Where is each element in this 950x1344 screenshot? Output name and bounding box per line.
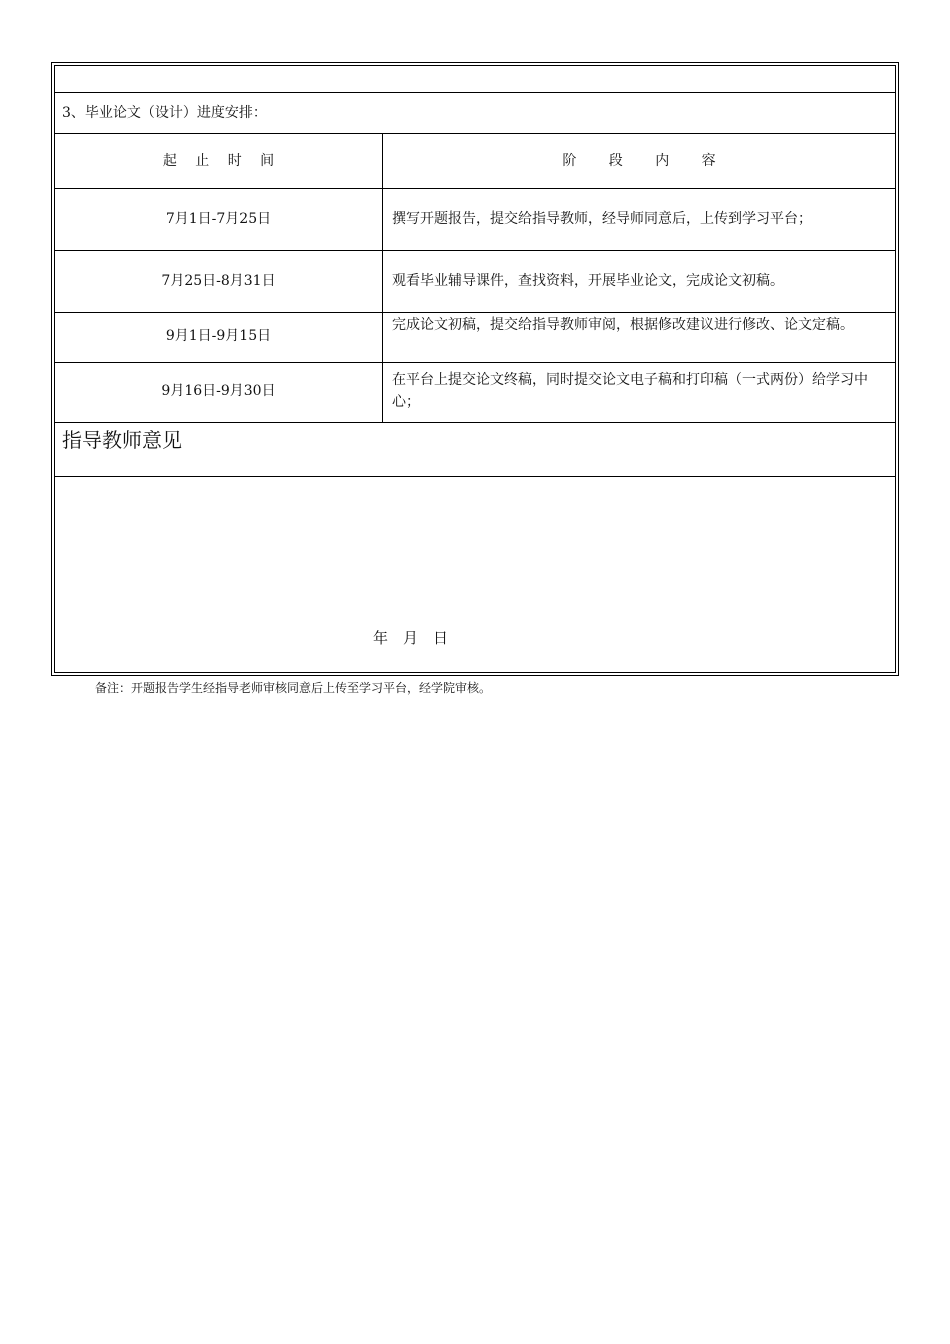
row-divider — [55, 476, 895, 477]
row-2-content: 观看毕业辅导课件，查找资料，开展毕业论文，完成论文初稿。 — [392, 273, 784, 289]
footnote: 备注：开题报告学生经指导老师审核同意后上传至学习平台，经学院审核。 — [95, 681, 492, 695]
row-4-period: 9月16日-9月30日 — [161, 383, 276, 399]
header-content: 阶 段 内 容 — [562, 153, 716, 169]
row-1-period: 7月1日-7月25日 — [165, 211, 272, 227]
row-divider — [55, 362, 895, 363]
row-divider — [55, 92, 895, 93]
form-table-inner-border — [54, 65, 896, 673]
row-divider — [55, 133, 895, 134]
row-divider — [55, 422, 895, 423]
date-line: 年 月 日 — [373, 629, 449, 647]
row-1-content: 撰写开题报告，提交给指导教师，经导师同意后，上传到学习平台； — [392, 211, 812, 227]
column-divider — [382, 133, 383, 422]
header-period: 起 止 时 间 — [162, 153, 275, 169]
row-2-period: 7月25日-8月31日 — [161, 273, 276, 289]
row-divider — [55, 250, 895, 251]
advisor-opinion-title: 指导教师意见 — [62, 428, 182, 452]
row-divider — [55, 188, 895, 189]
row-divider — [55, 312, 895, 313]
form-table — [51, 62, 899, 676]
row-3-period: 9月1日-9月15日 — [165, 328, 272, 344]
row-4-content: 在平台上提交论文终稿，同时提交论文电子稿和打印稿（一式两份）给学习中心； — [392, 372, 868, 410]
row-3-content: 完成论文初稿，提交给指导教师审阅，根据修改建议进行修改、论文定稿。 — [392, 317, 854, 333]
section-label: 3、毕业论文（设计）进度安排： — [62, 105, 267, 121]
